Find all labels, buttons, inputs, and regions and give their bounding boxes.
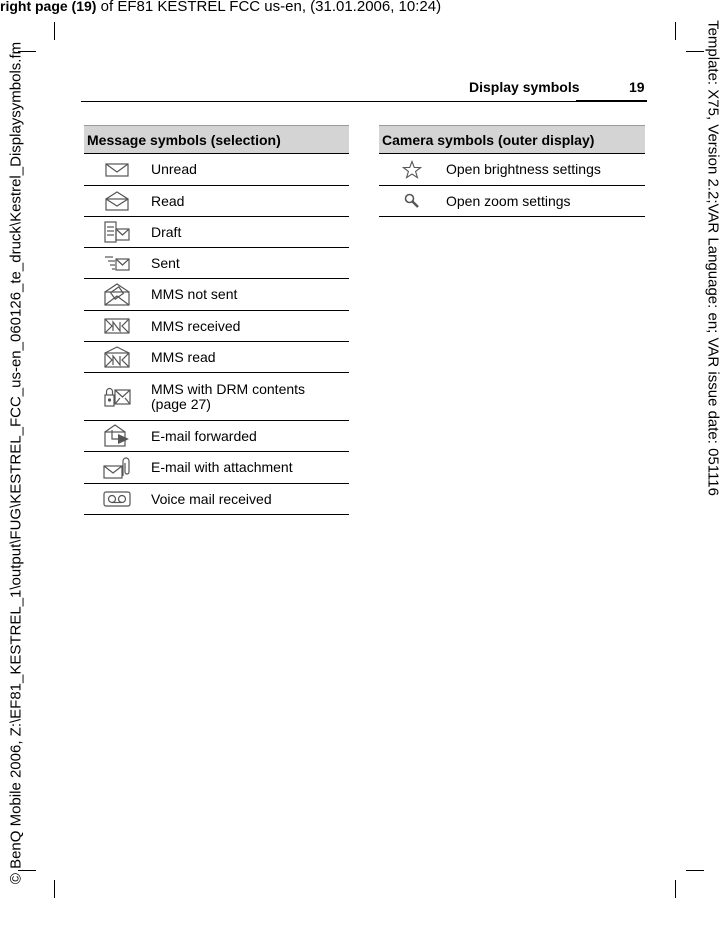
table-cell-label: Voice mail received xyxy=(150,484,349,515)
envelope-open-icon xyxy=(84,186,150,217)
mms-drm-icon xyxy=(84,373,150,421)
template-info-sidebar: Template: X75, Version 2.2;VAR Language: en; VAR issue date: 051116 xyxy=(704,20,722,496)
table-row xyxy=(84,342,349,373)
table-cell-label: Read xyxy=(150,186,349,217)
table-row xyxy=(84,484,349,515)
message-symbols-table xyxy=(84,125,349,515)
table-cell-label: Open zoom settings xyxy=(445,186,645,217)
table-cell-label: MMS received xyxy=(150,311,349,342)
print-info-rest: of EF81 KESTREL FCC us-en, (31.01.2006, 10:24) xyxy=(96,0,442,15)
voicemail-icon xyxy=(84,484,150,515)
table-cell-label: Draft xyxy=(150,217,349,248)
table-cell-label: MMS read xyxy=(150,342,349,373)
crop-mark xyxy=(686,51,704,52)
table-header-row xyxy=(379,126,645,154)
email-forwarded-icon xyxy=(84,421,150,452)
drm-label: MMS with DRM contents xyxy=(151,380,306,397)
header-rule-accent xyxy=(576,100,647,102)
email-attachment-icon xyxy=(84,452,150,484)
header-rule xyxy=(81,101,647,102)
drm-page-reference: (page 27) xyxy=(151,395,211,412)
table-row xyxy=(84,421,349,452)
table-cell-label: Sent xyxy=(150,248,349,279)
envelope-closed-icon xyxy=(84,154,150,186)
table-row xyxy=(84,248,349,279)
crop-mark xyxy=(686,870,704,871)
file-path-sidebar: © BenQ Mobile 2006, Z:\EF81_KESTREL_1\output\FUG\KESTREL_FCC_us-en_060126_te_druck\Kestrel_Displaysymbols.fm xyxy=(7,41,25,885)
page-number: 19 xyxy=(629,79,645,95)
crop-mark xyxy=(54,880,55,898)
table-cell-label: E-mail with attachment xyxy=(150,452,349,484)
crop-mark xyxy=(54,22,55,40)
print-info-line xyxy=(0,0,441,15)
table-cell-label: MMS not sent xyxy=(150,279,349,311)
table-cell-label: Open brightness settings xyxy=(445,154,645,186)
table-row xyxy=(84,373,349,421)
sent-icon xyxy=(84,248,150,279)
crop-mark xyxy=(675,880,676,898)
table-row xyxy=(84,279,349,311)
camera-symbols-table xyxy=(379,125,645,217)
table-row xyxy=(84,311,349,342)
table-row xyxy=(84,452,349,484)
draft-icon xyxy=(84,217,150,248)
mms-read-icon xyxy=(84,342,150,373)
mms-not-sent-icon xyxy=(84,279,150,311)
mms-received-icon xyxy=(84,311,150,342)
table-row xyxy=(84,186,349,217)
crop-mark xyxy=(675,22,676,40)
zoom-magnifier-icon xyxy=(379,186,445,217)
table-cell-label: E-mail forwarded xyxy=(150,421,349,452)
table-row xyxy=(379,154,645,186)
table-row xyxy=(84,217,349,248)
table-row xyxy=(84,154,349,186)
brightness-star-icon xyxy=(379,154,445,186)
table-cell-label xyxy=(150,373,349,421)
table-cell-label: Unread xyxy=(150,154,349,186)
table-row xyxy=(379,186,645,217)
print-info-bold: right page (19) xyxy=(0,0,97,14)
page-title: Display symbols xyxy=(469,79,580,95)
table-header-row xyxy=(84,126,349,154)
message-symbols-heading: Message symbols (selection) xyxy=(84,126,349,154)
camera-symbols-heading: Camera symbols (outer display) xyxy=(379,126,645,154)
